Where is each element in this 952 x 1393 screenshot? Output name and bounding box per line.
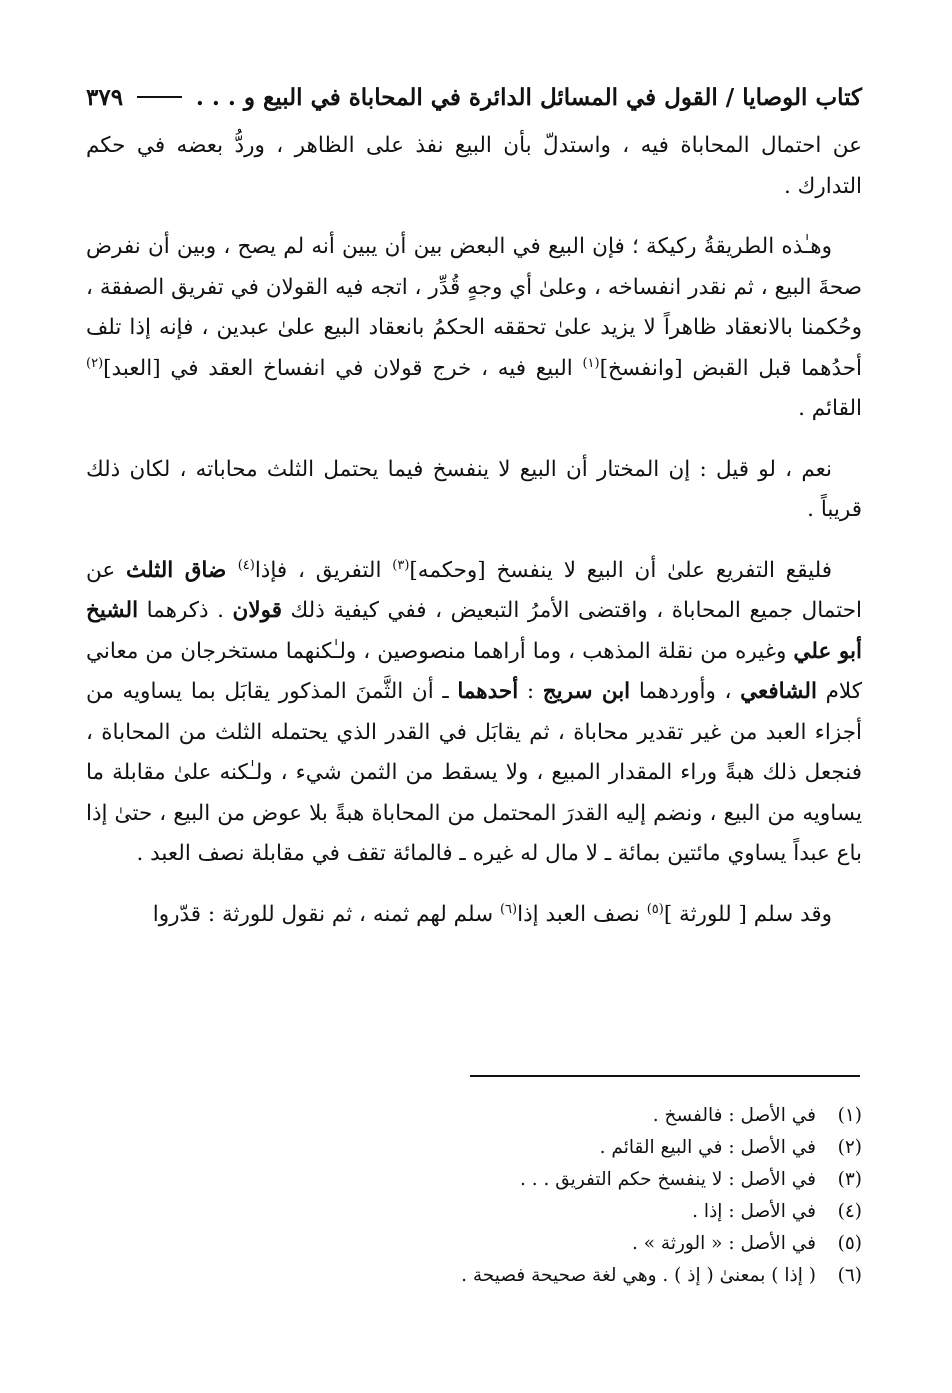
text-run: القائم . [798, 396, 862, 421]
footnote-number: (٥) [837, 1233, 862, 1254]
text-run: وقد سلم [ للورثة ] [663, 901, 832, 927]
footnote-number: (٣) [837, 1169, 862, 1190]
text-run: نصف العبد إذا [517, 901, 647, 927]
paragraph-1 [86, 126, 862, 207]
footnote-ref[interactable]: (٦) [499, 901, 518, 917]
footnote-ref[interactable]: (٣) [392, 557, 410, 573]
footnotes [86, 1100, 862, 1292]
footnote-text: في الأصل : في البيع القائم . [599, 1137, 816, 1158]
footnote-number: (٤) [837, 1201, 862, 1222]
footnote-number: (٦) [837, 1265, 862, 1286]
bold-run: ابن سريج [542, 679, 631, 704]
footnote-item [86, 1164, 862, 1196]
footnote-number: (٢) [837, 1137, 862, 1158]
footnote-text: في الأصل : « الورثة » . [631, 1233, 816, 1254]
footnote-item [86, 1100, 862, 1132]
text-run: وغيره من نقلة المذهب ، وما أراهما منصوصين ، ولـٰكنهما مستخرجان من معاني كلام [86, 638, 862, 704]
main-text [86, 126, 862, 955]
footnote-ref[interactable]: (٥) [646, 901, 664, 917]
bold-run: الشافعي [740, 679, 817, 704]
footnote-item [86, 1132, 862, 1164]
footnote-text: في الأصل : إذا . [692, 1201, 816, 1222]
footnote-item [86, 1260, 862, 1292]
text-run: سلم لهم ثمنه ، ثم نقول للورثة : قدّروا [152, 901, 500, 927]
paragraph-2 [86, 227, 862, 430]
header-rule [137, 96, 182, 98]
paragraph-5 [86, 895, 862, 936]
text-run: وهـٰذه الطريقةُ ركيكة ؛ فإن البيع في البعض بين أن يبين أنه لم يصح ، وبين أن نفرض صحةَ البيع ، ثم نقدر انفساخه ، وعلىٰ أي وجهٍ قُدِّر ، اتجه فيه القولان في تفريق الصفقة ، وحُكمنا بالانعقاد ظاهراً لا يزيد علىٰ تحققه الحكمُ بانعقاد البيع علىٰ عبدين ، فإنه إذا تلف أحدُهما قبل القبض [وانفسخ] [86, 234, 863, 381]
footnote-number: (١) [837, 1105, 862, 1126]
bold-run: ضاق الثلث [126, 557, 238, 583]
text-run: ، وأوردهما [630, 679, 741, 704]
footnote-ref[interactable]: (٤) [237, 557, 255, 573]
footnote-item [86, 1196, 862, 1228]
bold-run: أحدهما [457, 679, 519, 704]
footnote-item [86, 1228, 862, 1260]
footnote-text: في الأصل : لا ينفسخ حكم التفريق . . . [519, 1169, 816, 1190]
footnote-text: في الأصل : فالفسخ . [652, 1105, 816, 1126]
page-header [86, 76, 862, 118]
text-run: . ذكرهما [138, 598, 233, 623]
page-number: ٣٧٩ [86, 83, 124, 111]
footnote-separator [470, 1075, 860, 1077]
paragraph-3 [86, 450, 862, 531]
footnote-text: ( إذا ) بمعنىٰ ( إذ ) . وهي لغة صحيحة فصيحة . [461, 1265, 816, 1286]
text-run: عن احتمال المحاباة فيه ، واستدلّ بأن البيع نفذ على الظاهر ، وردُّ بعضه في حكم التدارك . [86, 133, 862, 199]
running-title: كتاب الوصايا / القول في المسائل الدائرة في المحاباة في البيع و . . . [195, 83, 862, 111]
footnote-ref[interactable]: (١) [582, 355, 600, 371]
text-run: نعم ، لو قيل : إن المختار أن البيع لا ينفسخ فيما يحتمل الثلث محاباته ، لكان ذلك قريباً . [86, 456, 862, 522]
footnote-ref[interactable]: (٢) [86, 355, 104, 371]
text-run: ـ أن الثَّمنَ المذكور يقابَل بما يساويه من أجزاء العبد من غير تقدير محاباة ، ثم يقابَل في القدر الذي يحتمله الثلث من المحاباة ، فنجعل ذلك هبةً وراء المقدار المبيع ، ولا يسقط من الثمن شيء ، ولـٰكنه علىٰ مقابلة ما يساويه من البيع ، ونضم إليه القدرَ المحتمل من المحاباة هبةً بلا عوض من البيع ، حتىٰ إذا باع عبداً يساوي مائتين بمائة ـ لا مال له غيره ـ فالمائة تقف في مقابلة نصف العبد . [86, 679, 862, 866]
text-run: التفريق ، فإذا [254, 557, 393, 583]
paragraph-4 [86, 551, 862, 875]
text-run: عن احتمال جميع المحاباة ، واقتضى الأمرُ التبعيض ، ففي كيفية ذلك [86, 557, 862, 623]
text-run: البيع فيه ، خرج قولان في انفساخ العقد في [العبد] [103, 355, 583, 381]
text-run: : [518, 679, 543, 704]
text-run: فليقع التفريع علىٰ أن البيع لا ينفسخ [وحكمه] [409, 557, 833, 583]
bold-run: قولان [232, 598, 282, 623]
bold-run: الشيخ أبو علي [86, 598, 862, 664]
